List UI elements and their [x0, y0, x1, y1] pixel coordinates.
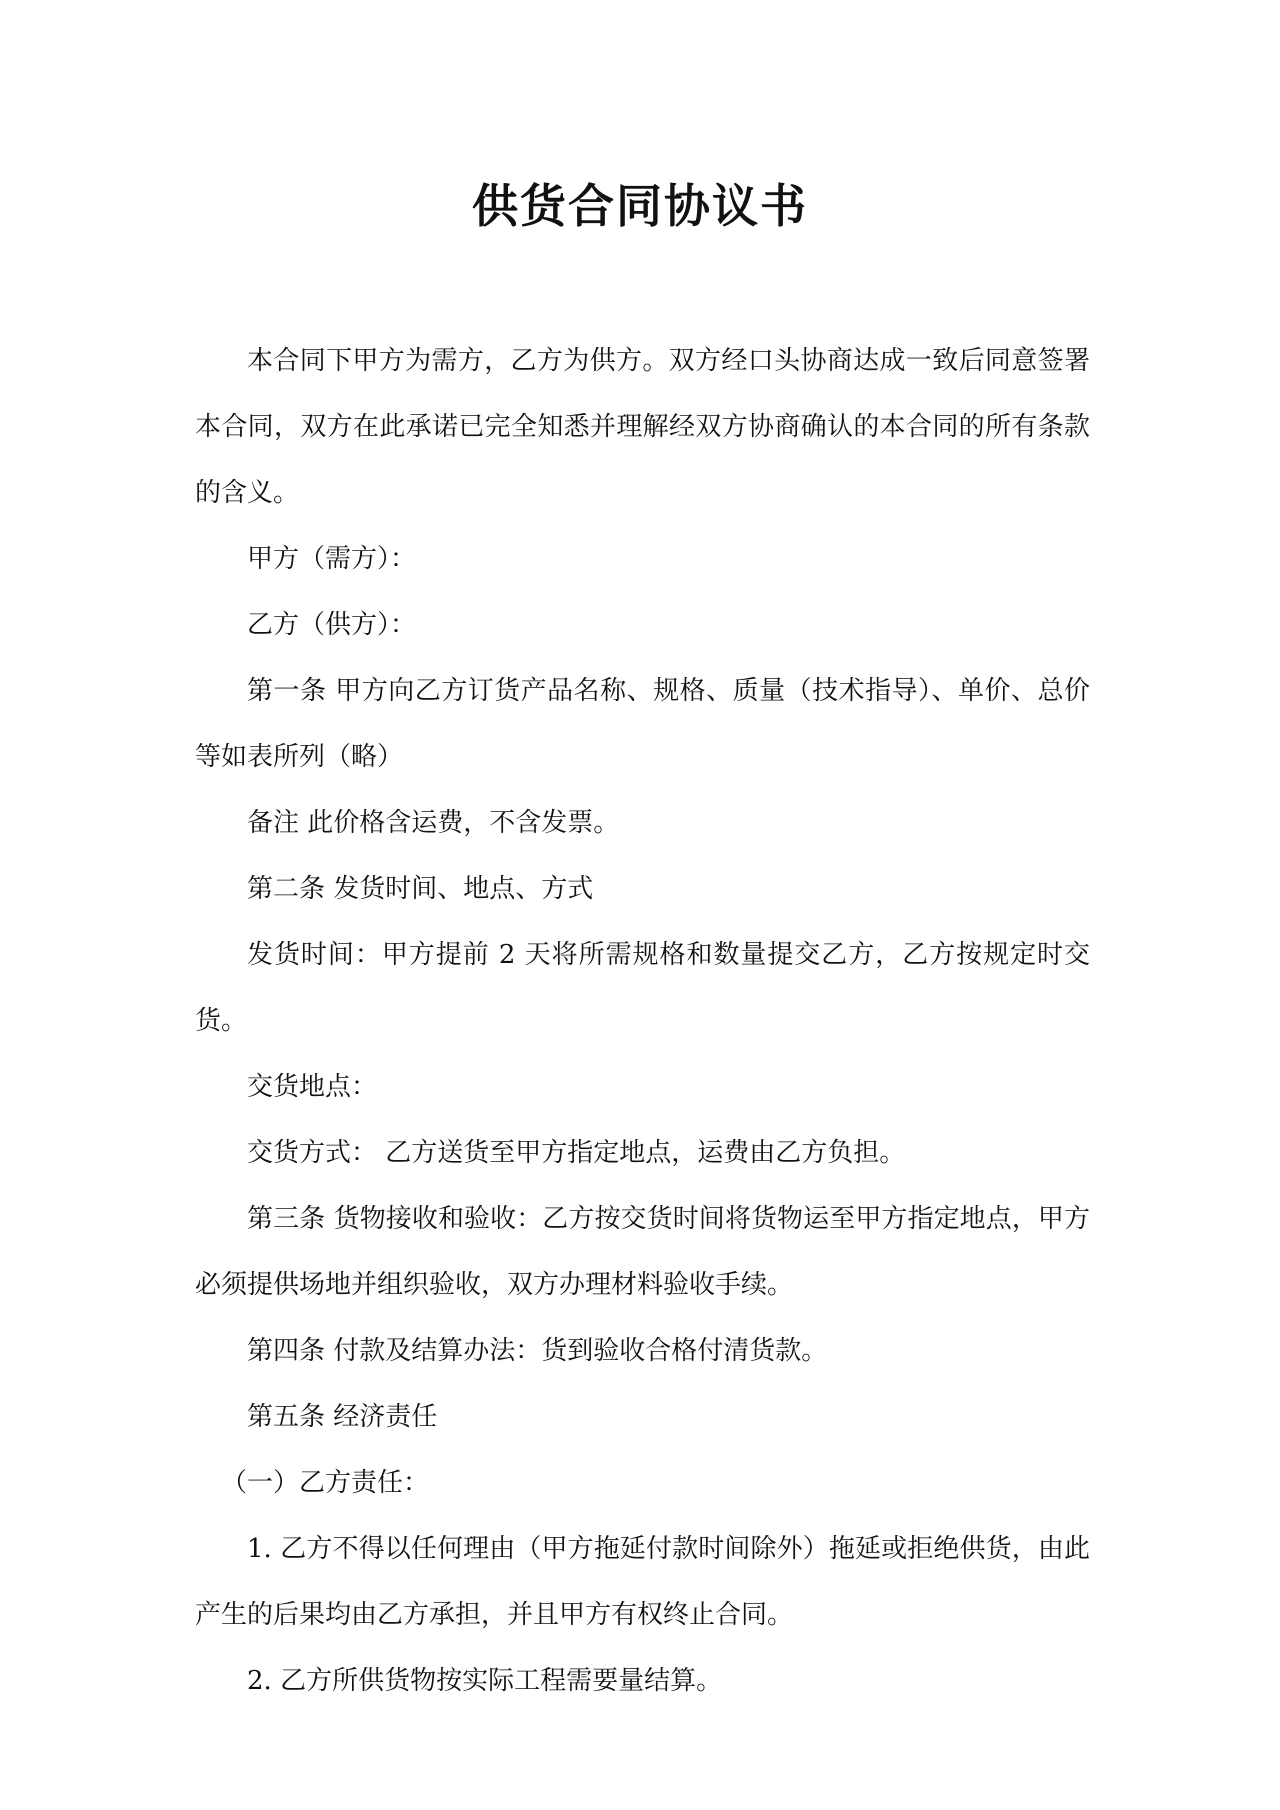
paragraph-note: 备注 此价格含运费，不含发票。 [247, 808, 620, 838]
document-title: 供货合同协议书 [472, 179, 808, 233]
document-body [195, 328, 1090, 1714]
paragraph-party-b: 乙方（供方）： [247, 610, 417, 640]
paragraph-intro: 本合同下甲方为需方，乙方为供方。双方经口头协商达成一致后同意签署本合同，双方在此承诺已完全知悉并理解经双方协商确认的本合同的所有条款的含义。 [195, 346, 1090, 508]
paragraph-article-2: 第二条 发货时间、地点、方式 [247, 874, 594, 904]
paragraph-supplier-duty-heading: （一）乙方责任： [221, 1468, 430, 1498]
paragraph-delivery-method: 交货方式： 乙方送货至甲方指定地点，运费由乙方负担。 [247, 1138, 906, 1168]
paragraph-article-5: 第五条 经济责任 [247, 1402, 438, 1432]
paragraph-supplier-duty-2: 2. 乙方所供货物按实际工程需要量结算。 [247, 1666, 723, 1696]
paragraph-supplier-duty-1: 1. 乙方不得以任何理由（甲方拖延付款时间除外）拖延或拒绝供货，由此产生的后果均由乙方承担，并且甲方有权终止合同。 [195, 1534, 1090, 1630]
paragraph-article-1: 第一条 甲方向乙方订货产品名称、规格、质量（技术指导）、单价、总价等如表所列（略） [195, 676, 1090, 772]
paragraph-delivery-time: 发货时间：甲方提前 2 天将所需规格和数量提交乙方，乙方按规定时交货。 [195, 940, 1090, 1036]
paragraph-delivery-place: 交货地点： [247, 1072, 378, 1102]
paragraph-party-a: 甲方（需方）： [247, 544, 417, 574]
paragraph-article-4: 第四条 付款及结算办法：货到验收合格付清货款。 [247, 1336, 828, 1366]
paragraph-article-3: 第三条 货物接收和验收：乙方按交货时间将货物运至甲方指定地点，甲方必须提供场地并组织验收，双方办理材料验收手续。 [195, 1204, 1090, 1300]
